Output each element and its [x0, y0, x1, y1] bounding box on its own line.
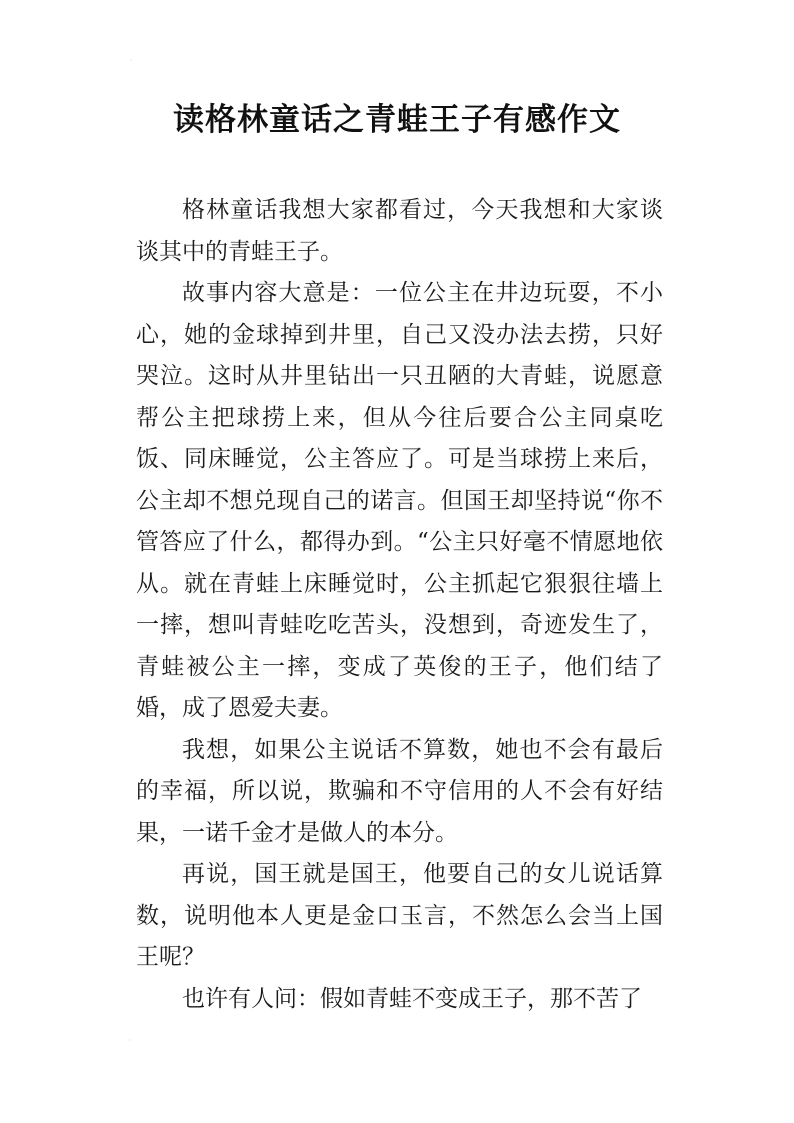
paragraph-2: 故事内容大意是：一位公主在井边玩耍，不小心，她的金球掉到井里，自己又没办法去捞，只好哭泣。这时从井里钻出一只丑陋的大青蛙，说愿意帮公主把球捞上来，但从今往后要合公主同桌吃饭、同床睡觉，公主答应了。可是当球捞上来后，公主却不想兑现自己的诺言。但国王却坚持说“你不管答应了什么，都得办到。“公主只好毫不情愿地依从。就在青蛙上床睡觉时，公主抓起它狠狠往墙上一摔，想叫青蛙吃吃苦头，没想到，奇迹发生了，青蛙被公主一摔，变成了英俊的王子，他们结了婚，成了恩爱夫妻。	[136, 280, 663, 721]
paragraph-1: 格林童话我想大家都看过，今天我想和大家谈谈其中的青蛙王子。	[136, 197, 663, 265]
paragraph-4: 再说，国王就是国王，他要自己的女儿说话算数，说明他本人更是金口玉言，不然怎么会当上国王呢？	[136, 861, 663, 970]
document-body	[136, 190, 663, 1020]
scan-mark: ·	[130, 56, 133, 65]
paragraph-3: 我想，如果公主说话不算数，她也不会有最后的幸福，所以说，欺骗和不守信用的人不会有好结果，一诺千金才是做人的本分。	[136, 736, 663, 846]
document-title: 读格林童话之青蛙王子有感作文	[173, 102, 621, 138]
paragraph-5: 也许有人问：假如青蛙不变成王子，那不苦了	[182, 985, 642, 1012]
scan-mark: ·	[128, 1036, 131, 1045]
